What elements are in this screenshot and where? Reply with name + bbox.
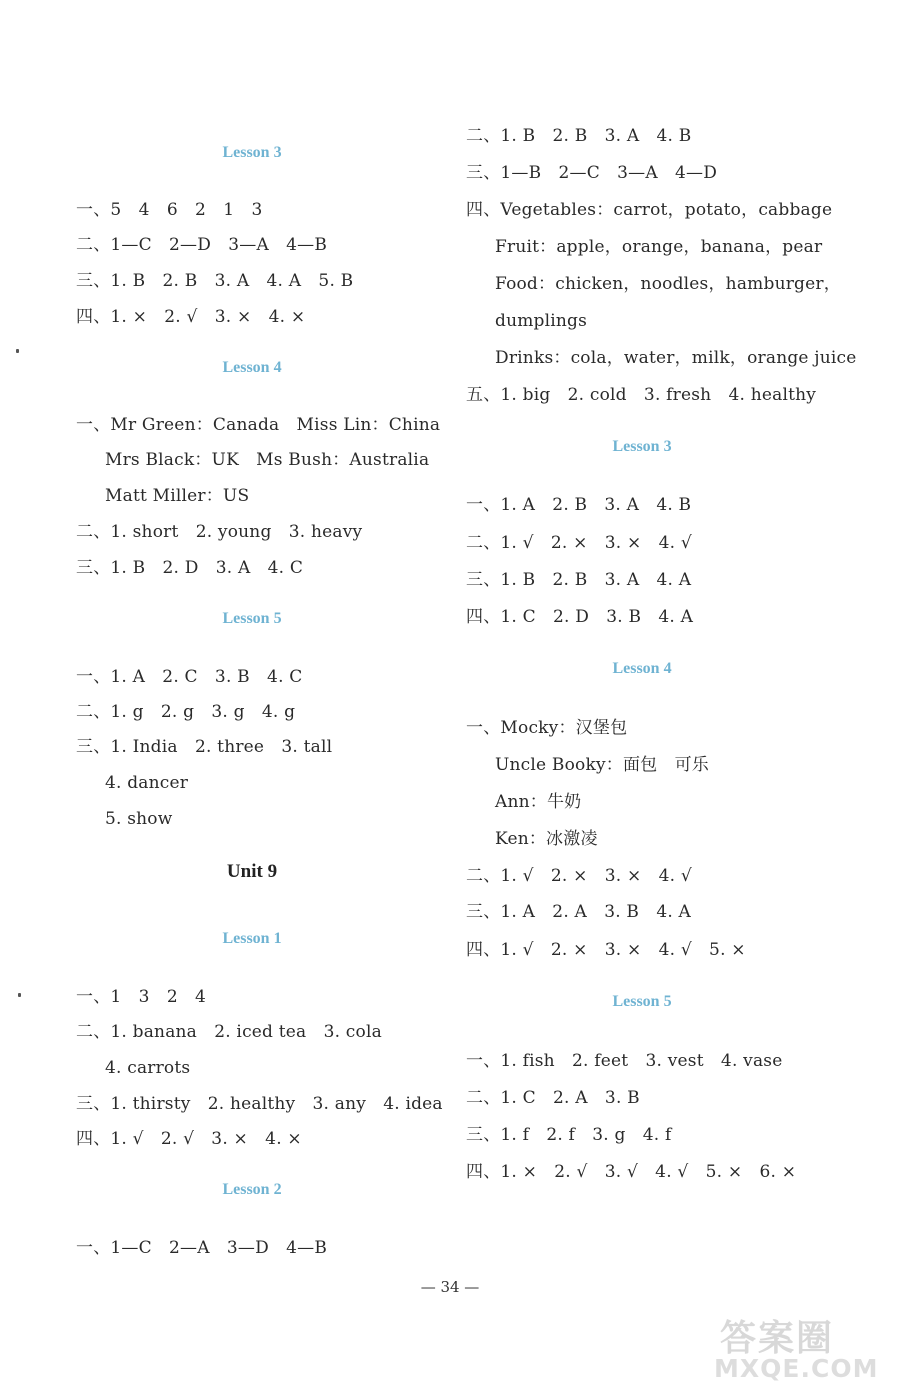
answer-line: 三、1. B 2. B 3. A 4. A bbox=[466, 570, 692, 590]
answer-line: 四、1. × 2. √ 3. × 4. × bbox=[76, 307, 306, 327]
answer-line: 一、Mocky：汉堡包 bbox=[466, 718, 628, 738]
scan-speck bbox=[18, 993, 21, 997]
answer-line-continued: 5. show bbox=[105, 809, 173, 829]
answer-line: 二、1. √ 2. × 3. × 4. √ bbox=[466, 533, 692, 553]
answer-line: 三、1. thirsty 2. healthy 3. any 4. idea bbox=[76, 1094, 443, 1114]
lesson-heading: Lesson 1 bbox=[222, 930, 282, 947]
answer-line: 三、1. B 2. D 3. A 4. C bbox=[76, 558, 304, 578]
answer-line: 二、1—C 2—D 3—A 4—B bbox=[76, 235, 328, 255]
lesson-heading: Lesson 4 bbox=[612, 660, 672, 677]
answer-line-continued: Ken：冰激凌 bbox=[495, 829, 598, 849]
answer-line: 二、1. C 2. A 3. B bbox=[466, 1088, 640, 1108]
answer-line: 一、1. A 2. C 3. B 4. C bbox=[76, 667, 303, 687]
answer-line: 二、1. B 2. B 3. A 4. B bbox=[466, 126, 692, 146]
lesson-heading: Lesson 5 bbox=[222, 610, 282, 627]
answer-line: 一、1. A 2. B 3. A 4. B bbox=[466, 495, 692, 515]
answer-line: 二、1. √ 2. × 3. × 4. √ bbox=[466, 866, 692, 886]
answer-line: 一、Mr Green：Canada Miss Lin：China bbox=[76, 415, 441, 435]
page-number: — 34 — bbox=[420, 1278, 480, 1296]
answer-line: 三、1. B 2. B 3. A 4. A 5. B bbox=[76, 271, 354, 291]
answer-line-continued: Fruit：apple，orange，banana，pear bbox=[495, 237, 823, 257]
answer-line: 二、1. short 2. young 3. heavy bbox=[76, 522, 363, 542]
watermark-logo bbox=[714, 1310, 892, 1384]
answer-line: 一、1—C 2—A 3—D 4—B bbox=[76, 1238, 328, 1258]
watermark-text: 答案圈 bbox=[720, 1318, 835, 1359]
answer-line-continued: dumplings bbox=[495, 311, 588, 331]
answer-line: 三、1. f 2. f 3. g 4. f bbox=[466, 1125, 672, 1145]
watermark-url: MXQE.COM bbox=[714, 1354, 879, 1383]
unit-heading: Unit 9 bbox=[226, 861, 278, 882]
answer-line-continued: Ann：牛奶 bbox=[495, 792, 582, 812]
answer-line: 五、1. big 2. cold 3. fresh 4. healthy bbox=[466, 385, 817, 405]
answer-line-continued: Uncle Booky：面包 可乐 bbox=[495, 755, 709, 775]
lesson-heading: Lesson 2 bbox=[222, 1181, 282, 1198]
lesson-heading: Lesson 3 bbox=[222, 144, 282, 161]
lesson-heading: Lesson 5 bbox=[612, 993, 672, 1010]
answer-line: 四、1. √ 2. × 3. × 4. √ 5. × bbox=[466, 940, 746, 960]
answer-line-continued: Matt Miller：US bbox=[105, 486, 250, 506]
answer-line: 三、1—B 2—C 3—A 4—D bbox=[466, 163, 718, 183]
answer-line: 二、1. g 2. g 3. g 4. g bbox=[76, 702, 296, 722]
answer-line: 四、1. √ 2. √ 3. × 4. × bbox=[76, 1129, 302, 1149]
answer-line: 三、1. India 2. three 3. tall bbox=[76, 737, 333, 757]
answer-line: 二、1. banana 2. iced tea 3. cola bbox=[76, 1022, 382, 1042]
answer-line: 四、1. × 2. √ 3. √ 4. √ 5. × 6. × bbox=[466, 1162, 797, 1182]
answer-line: 一、1. fish 2. feet 3. vest 4. vase bbox=[466, 1051, 783, 1071]
answer-line: 一、1 3 2 4 bbox=[76, 987, 207, 1007]
answer-line-continued: Food：chicken，noodles，hamburger， bbox=[495, 274, 841, 294]
answer-line: 四、1. C 2. D 3. B 4. A bbox=[466, 607, 694, 627]
lesson-heading: Lesson 4 bbox=[222, 359, 282, 376]
scan-speck bbox=[16, 349, 19, 353]
answer-line-continued: 4. carrots bbox=[105, 1058, 191, 1078]
answer-line: 一、5 4 6 2 1 3 bbox=[76, 200, 263, 220]
answer-line-continued: 4. dancer bbox=[105, 773, 189, 793]
answer-line: 三、1. A 2. A 3. B 4. A bbox=[466, 902, 692, 922]
answer-line-continued: Mrs Black：UK Ms Bush：Australia bbox=[105, 450, 430, 470]
answer-line-continued: Drinks：cola，water，milk，orange juice bbox=[495, 348, 857, 368]
lesson-heading: Lesson 3 bbox=[612, 438, 672, 455]
answer-line: 四、Vegetables：carrot，potato，cabbage bbox=[466, 200, 833, 220]
